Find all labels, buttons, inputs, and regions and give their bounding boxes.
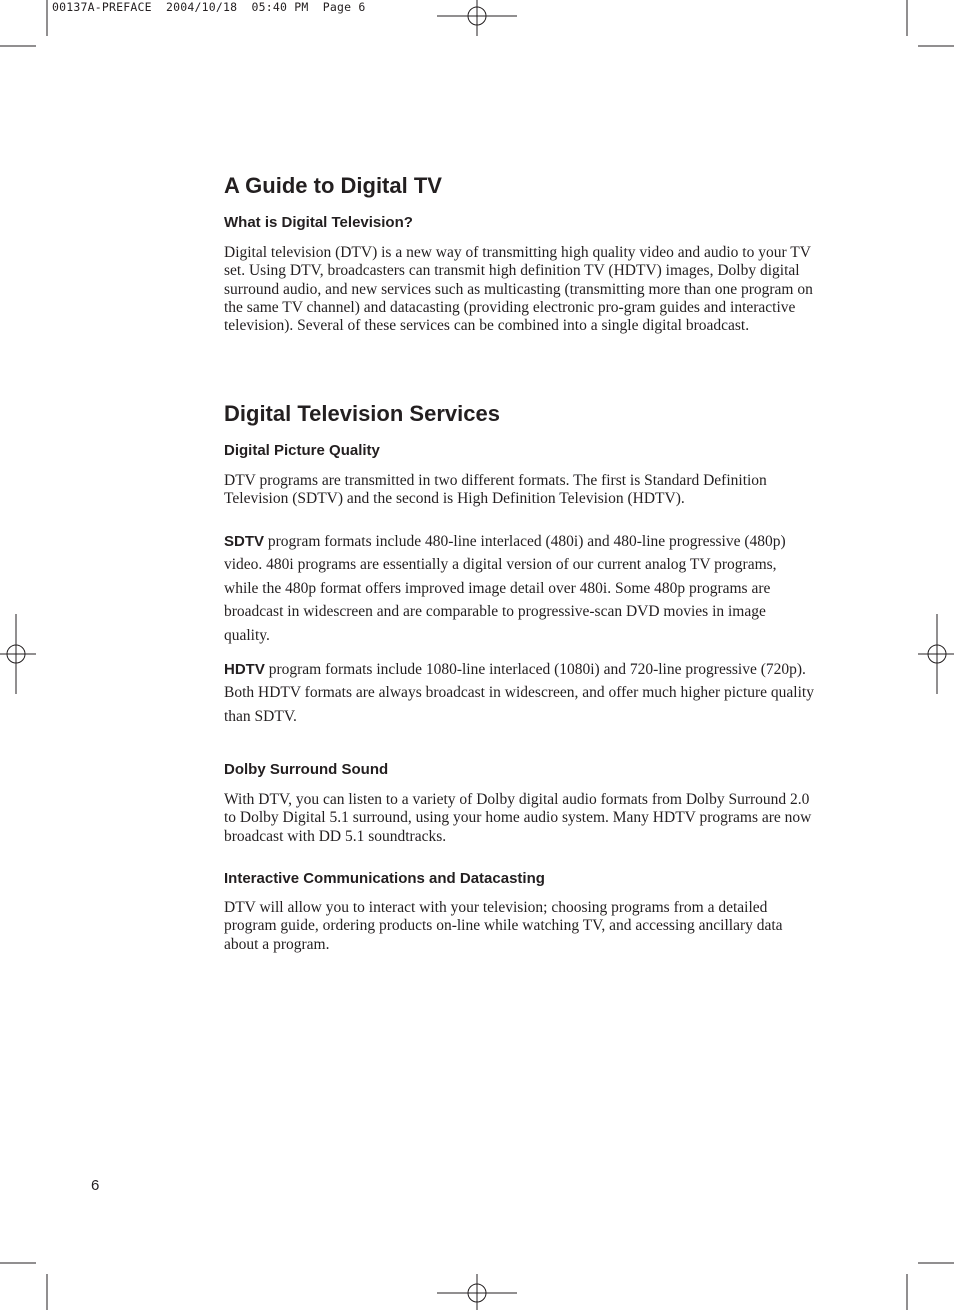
registration-mark-right xyxy=(918,614,954,694)
hdtv-text: program formats include 1080-line interlaced (1080i) and 720-line progressive (720p). Both HDTV formats are always broadcast in widescreen, and offer much higher picture quality than SDTV. xyxy=(224,661,814,725)
dtv-intro-paragraph: Digital television (DTV) is a new way of transmitting high quality video and audio to your TV set. Using DTV, broadcasters can transmit high definition TV (HDTV) images, Dolby digital surround audio, and new services such as multicasting (transmitting more than one program on the same TV channel) and datacasting (providing electronic pro-gram guides and interactive television). Several of these services can be combined into a single digital broadcast. xyxy=(224,244,813,335)
dolby-heading: Dolby Surround Sound xyxy=(224,761,389,778)
hdtv-label: HDTV xyxy=(224,661,265,678)
dolby-paragraph: With DTV, you can listen to a variety of Dolby digital audio formats from Dolby Surround 2.0 to Dolby Digital 5.1 surround, using your home audio system. Many HDTV programs are now broadcast with DD 5.1 soundtracks. xyxy=(224,791,812,845)
page-number: 6 xyxy=(91,1177,100,1194)
registration-mark-left xyxy=(0,614,36,694)
registration-mark-bottom xyxy=(437,1274,517,1310)
sdtv-label: SDTV xyxy=(224,533,265,550)
picture-quality-heading: Digital Picture Quality xyxy=(224,442,380,459)
what-is-dtv-heading: What is Digital Television? xyxy=(224,214,413,231)
guide-title: A Guide to Digital TV xyxy=(224,173,442,198)
registration-mark-top xyxy=(437,0,517,36)
hdtv-paragraph xyxy=(224,658,814,728)
sdtv-paragraph xyxy=(224,530,814,647)
picture-quality-intro: DTV programs are transmitted in two different formats. The first is Standard Definition Television (SDTV) and the second is High Definition Television (HDTV). xyxy=(224,472,767,508)
services-title: Digital Television Services xyxy=(224,401,500,426)
interactive-heading: Interactive Communications and Datacasting xyxy=(224,870,545,887)
print-slug-line: 00137A-PREFACE 2004/10/18 05:40 PM Page 6 xyxy=(52,0,366,14)
sdtv-text: program formats include 480-line interlaced (480i) and 480-line progressive (480p) video. 480i programs are essentially a digital version of our current analog TV programs, while the 480p format offers improved image detail over 480i. Some 480p programs are broadcast in widescreen and are comparable to progressive-scan DVD movies in image quality. xyxy=(224,533,786,644)
interactive-paragraph: DTV will allow you to interact with your television; choosing programs from a detailed program guide, ordering products on-line while watching TV, and accessing ancillary data about a program. xyxy=(224,899,783,953)
